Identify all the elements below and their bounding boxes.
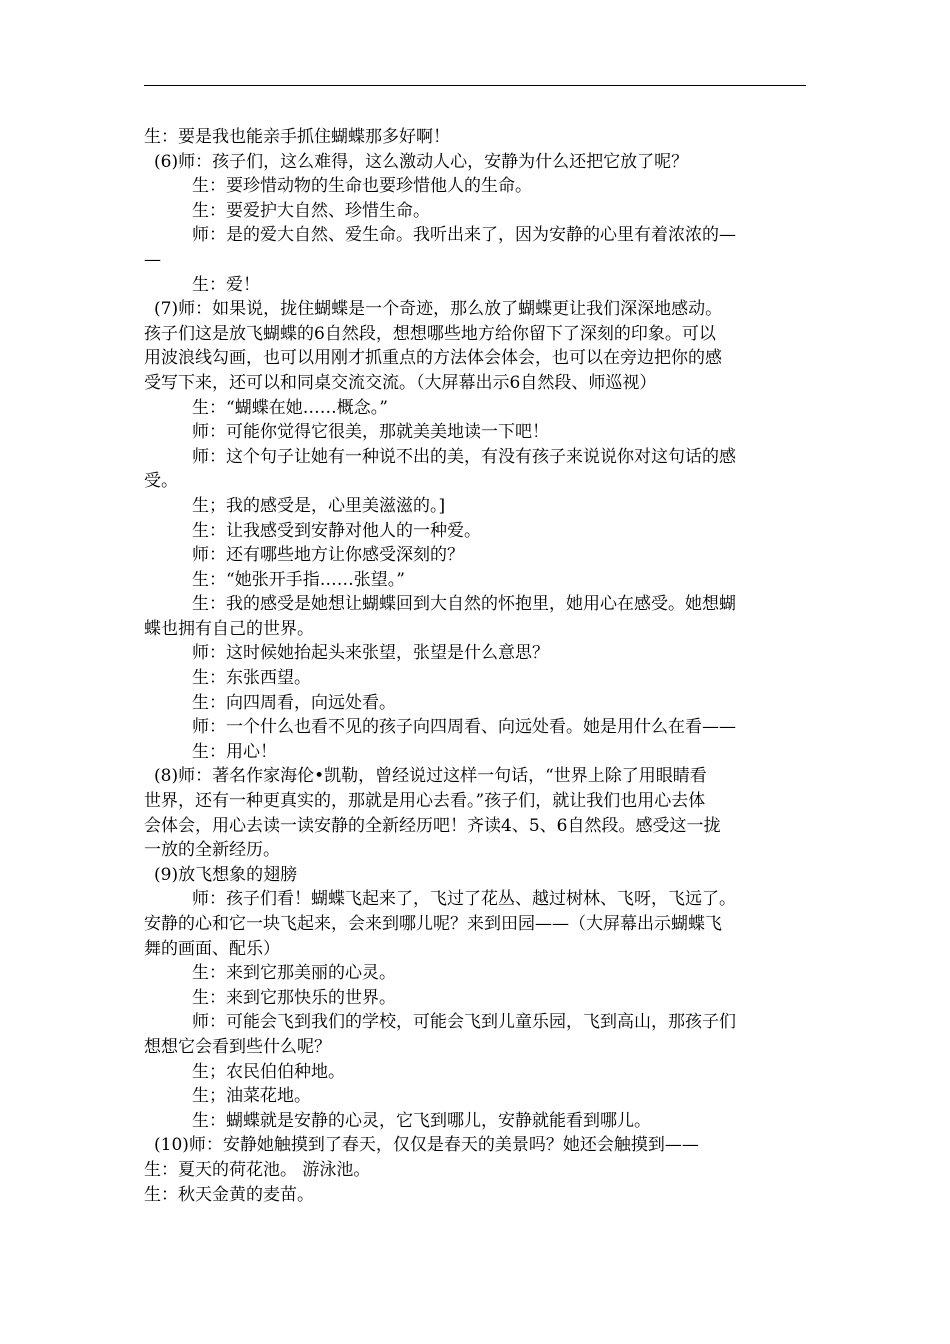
text-line: 师：是的爱大自然、爱生命。我听出来了，因为安静的心里有着浓浓的— xyxy=(192,225,736,246)
text-line: 生：让我感受到安静对他人的一种爱。 xyxy=(192,520,481,541)
text-line: 生：爱！ xyxy=(192,274,260,295)
text-line: 师：这个句子让她有一种说不出的美，有没有孩子来说说你对这句话的感 xyxy=(192,446,736,467)
text-line: 师：可能你觉得它很美，那就美美地读一下吧！ xyxy=(192,422,549,443)
text-line: 生：要爱护大自然、珍惜生命。 xyxy=(192,200,430,221)
text-line: 生；农民伯伯种地。 xyxy=(192,1061,345,1082)
text-line: (7)师：如果说，拢住蝴蝶是一个奇迹，那么放了蝴蝶更让我们深深地感动。 xyxy=(154,299,723,320)
text-line: (8)师：著名作家海伦•凯勒，曾经说过这样一句话，“世界上除了用眼睛看 xyxy=(154,766,707,787)
text-line: 师：孩子们看！蝴蝶飞起来了，飞过了花丛、越过树林、飞呀，飞远了。 xyxy=(192,889,736,910)
text-line: 世界，还有一种更真实的，那就是用心去看。”孩子们，就让我们也用心去体 xyxy=(144,791,706,812)
text-line: (6)师：孩子们，这么难得，这么激动人心，安静为什么还把它放了呢？ xyxy=(154,151,689,172)
text-line: — xyxy=(144,249,161,270)
text-line: (10)师：安静她触摸到了春天，仅仅是春天的美景吗？她还会触摸到—— xyxy=(154,1135,699,1156)
text-line: (9)放飞想象的翅膀 xyxy=(154,864,298,885)
text-line: 生：来到它那美丽的心灵。 xyxy=(192,963,396,984)
text-line: 生：要是我也能亲手抓住蝴蝶那多好啊！ xyxy=(144,127,450,147)
text-line: 蝶也拥有自己的世界。 xyxy=(144,618,314,639)
text-line: 师：还有哪些地方让你感受深刻的？ xyxy=(192,545,464,566)
text-line: 受。 xyxy=(144,471,178,492)
text-line: 生：蝴蝶就是安静的心灵，它飞到哪儿，安静就能看到哪儿。 xyxy=(192,1110,651,1131)
text-line: 生：我的感受是她想让蝴蝶回到大自然的怀抱里，她用心在感受。她想蝴 xyxy=(192,594,736,615)
text-line: 生：秋天金黄的麦苗。 xyxy=(144,1184,314,1205)
text-line: 师：可能会飞到我们的学校，可能会飞到儿童乐园，飞到高山，那孩子们 xyxy=(192,1012,736,1033)
document-body xyxy=(144,125,808,1207)
text-line: 生：“她张开手指……张望。” xyxy=(192,569,405,590)
header-rule xyxy=(144,85,806,86)
text-line: 生：要珍惜动物的生命也要珍惜他人的生命。 xyxy=(192,176,532,197)
text-line: 师：这时候她抬起头来张望，张望是什么意思？ xyxy=(192,643,549,664)
text-line: 舞的画面、配乐） xyxy=(144,938,280,959)
text-line: 生；我的感受是，心里美滋滋的。] xyxy=(192,495,446,516)
text-line: 生；油菜花地。 xyxy=(192,1086,311,1107)
text-line: 生：来到它那快乐的世界。 xyxy=(192,987,396,1008)
text-line: 一放的全新经历。 xyxy=(144,840,280,861)
text-line: 生：东张西望。 xyxy=(192,668,311,689)
text-line: 生：夏天的荷花池。 游泳池。 xyxy=(144,1159,371,1180)
text-line: 想想它会看到些什么呢？ xyxy=(144,1036,331,1057)
text-line: 受写下来，还可以和同桌交流交流。（大屏幕出示6自然段、师巡视） xyxy=(144,372,657,393)
text-line: 师：一个什么也看不见的孩子向四周看、向远处看。她是用什么在看—— xyxy=(192,717,736,738)
text-line: 孩子们这是放飞蝴蝶的6自然段，想想哪些地方给你留下了深刻的印象。可以 xyxy=(144,323,716,344)
text-line: 生：用心！ xyxy=(192,741,277,762)
text-line: 生：向四周看，向远处看。 xyxy=(192,692,396,713)
text-line: 安静的心和它一块飞起来，会来到哪儿呢？来到田园——（大屏幕出示蝴蝶飞 xyxy=(144,914,722,934)
text-line: 生：“蝴蝶在她……概念。” xyxy=(192,397,388,418)
text-line: 会体会，用心去读一读安静的全新经历吧！齐读4、5、6自然段。感受这一拢 xyxy=(144,815,721,836)
text-line: 用波浪线勾画，也可以用刚才抓重点的方法体会体会，也可以在旁边把你的感 xyxy=(144,348,722,369)
